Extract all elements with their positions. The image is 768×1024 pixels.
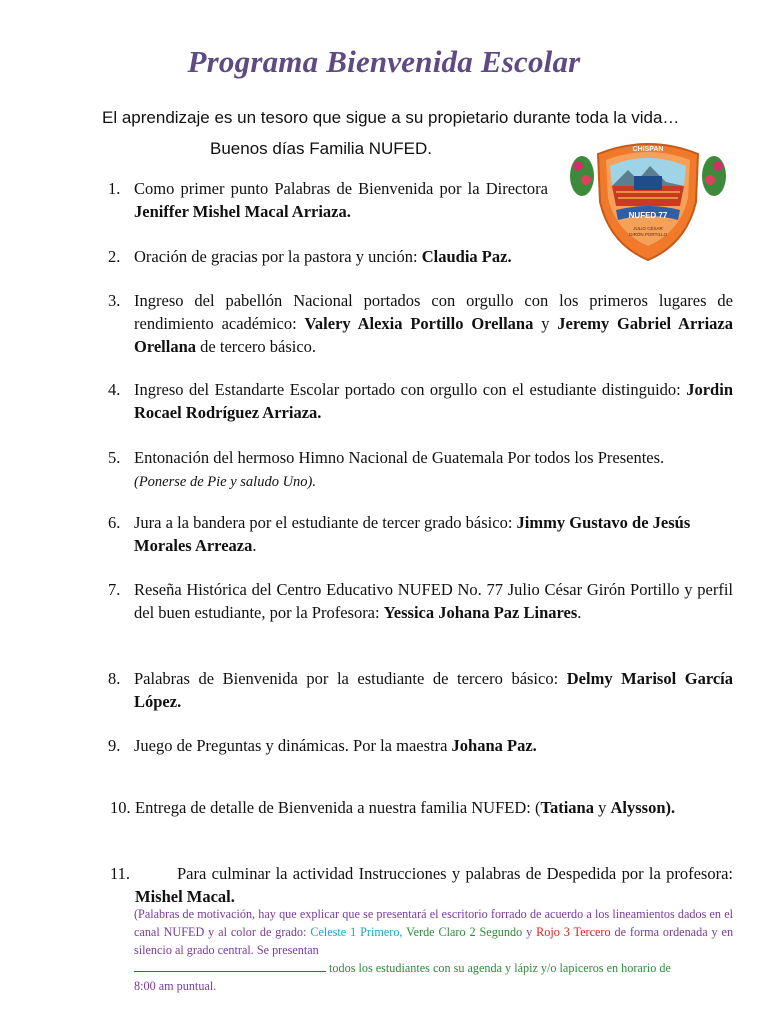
item-bold-name: Jeremy Gabriel Arriaza Orellana <box>134 314 734 356</box>
quote-text: El aprendizaje es un tesoro que sigue a su propietario durante toda la vida… <box>102 108 680 127</box>
item-text: Ingreso del Estandarte Escolar portado con orgullo con el estudiante distinguido: <box>134 380 687 399</box>
item-bold-name: Mishel Macal. <box>135 887 235 906</box>
item-bold-name: Claudia Paz. <box>421 247 512 266</box>
item-number: 5. <box>108 448 121 467</box>
note-text: todos los estudiantes con su agenda y lápiz y/o lapiceros en horario de <box>326 961 671 975</box>
item-text: Palabras de Bienvenida por la estudiante de tercero básico: <box>134 669 567 688</box>
item-bold-name: Jordin Rocael Rodríguez Arriaza. <box>134 380 733 422</box>
item-bold-name: Tatiana <box>540 798 594 817</box>
blank-line <box>134 959 326 972</box>
item-text: y <box>593 798 611 817</box>
item-note: (Ponerse de Pie y saludo Uno). <box>134 474 317 490</box>
item-bold-name: Jeniffer Mishel Macal Arriaza. <box>134 202 351 221</box>
item-number: 8. <box>108 669 121 688</box>
item-number: 2. <box>108 247 121 266</box>
item-number: 9. <box>108 736 121 755</box>
list-item <box>108 378 733 424</box>
logo-top-text: CHISPAN <box>632 146 664 153</box>
motivation-note <box>134 905 733 995</box>
list-item <box>108 245 733 268</box>
item-text: . <box>577 603 582 622</box>
item-text: Entonación del hermoso Himno Nacional de Guatemala Por todos los Presentes. <box>134 448 665 467</box>
item-bold-name: Yessica Johana Paz Linares <box>383 603 578 622</box>
note-text: (Palabras de motivación, hay que explicar que se presentará el escritorio forrado de acuerdo a los lineamientos dados en el canal NUFED y al color de grado: <box>134 907 733 939</box>
note-separator: , <box>399 925 407 939</box>
logo-sub-text-2: GIRÓN PORTILLO <box>628 232 668 237</box>
item-text: Oración de gracias por la pastora y unción: <box>134 247 422 266</box>
note-text: 8:00 am puntual. <box>134 979 217 993</box>
list-item <box>108 667 733 713</box>
item-number: 3. <box>108 291 121 310</box>
item-bold-name: Delmy Marisol García López. <box>134 669 734 711</box>
list-item <box>110 862 733 908</box>
item-number: 4. <box>108 380 121 399</box>
item-text: Jura a la bandera por el estudiante de tercer grado básico: <box>134 513 517 532</box>
color-first-grade: Celeste 1 Primero <box>310 925 400 939</box>
item-text: Juego de Preguntas y dinámicas. Por la maestra <box>134 736 452 755</box>
logo-sub-text-1: JULIO CÉSAR <box>633 226 663 231</box>
color-third-grade: Rojo 3 Tercero <box>536 925 611 939</box>
item-number: 1. <box>108 179 121 198</box>
note-text: de forma ordenada y en silencio al grado central. Se presentan <box>134 925 734 957</box>
list-item <box>108 446 740 494</box>
item-number: 11. <box>110 864 131 883</box>
item-number: 7. <box>108 580 121 599</box>
list-item <box>108 511 733 557</box>
list-item <box>110 796 733 819</box>
item-text: Como primer punto Palabras de Bienvenida por la Directora <box>134 179 548 198</box>
page-title: Programa Bienvenida Escolar <box>187 44 581 79</box>
list-item <box>108 734 733 757</box>
item-text: Reseña Histórica del Centro Educativo NUFED No. 77 Julio César Girón Portillo y perfil del buen estudiante, por la Profesora: <box>134 580 733 622</box>
logo-banner-text: NUFED 77 <box>628 211 668 220</box>
item-number: 6. <box>108 513 121 532</box>
list-item <box>108 578 733 624</box>
item-bold-name: Valery Alexia Portillo Orellana <box>304 314 534 333</box>
item-text: Ingreso del pabellón Nacional portados con orgullo con los primeros lugares de rendimiento académico: <box>134 291 733 333</box>
item-bold-name: Alysson). <box>610 798 676 817</box>
item-text: . <box>252 536 257 555</box>
list-item <box>108 177 548 223</box>
item-text: y <box>533 314 558 333</box>
item-number: 10. <box>110 798 131 817</box>
color-second-grade: Verde Claro 2 Segundo <box>406 925 523 939</box>
note-separator: y <box>522 925 537 939</box>
item-bold-name: Jimmy Gustavo de Jesús Morales Arreaza <box>134 513 691 555</box>
list-item <box>108 289 733 358</box>
item-text: Para culminar la actividad Instrucciones y palabras de Despedida por la profesora: <box>177 864 733 883</box>
greeting-text: Buenos días Familia NUFED. <box>210 139 433 158</box>
item-text: Entrega de detalle de Bienvenida a nuestra familia NUFED: ( <box>135 798 541 817</box>
item-bold-name: Johana Paz. <box>451 736 537 755</box>
item-text: de tercero básico. <box>196 337 317 356</box>
